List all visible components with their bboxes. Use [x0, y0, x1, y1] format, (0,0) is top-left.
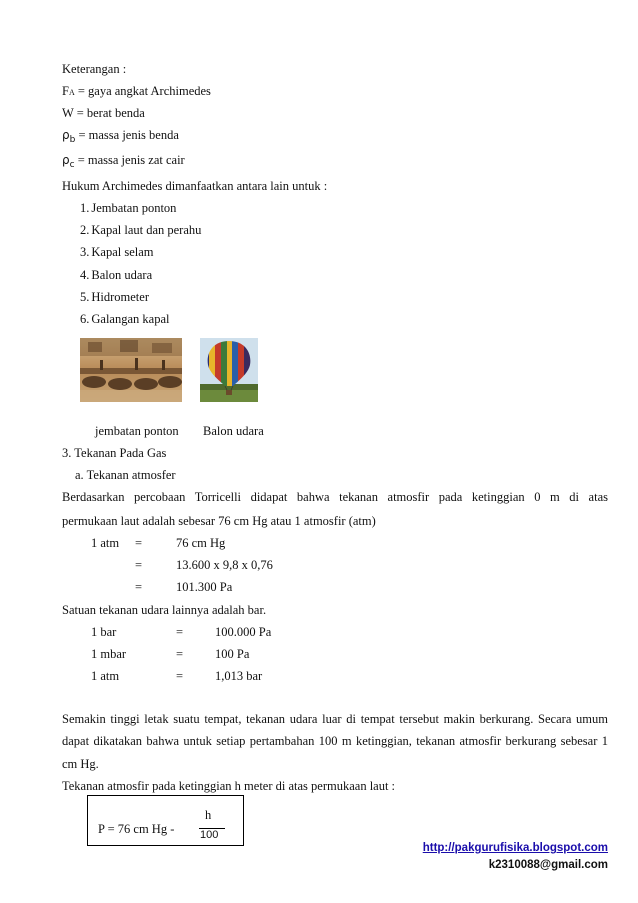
caption-pontoon: jembatan ponton [95, 424, 179, 438]
blog-link[interactable]: http://pakgurufisika.blogspot.com [422, 842, 608, 854]
section-title: 3. Tekanan Pada Gas [62, 446, 167, 460]
bar-row-lhs: 1 bar [91, 625, 117, 639]
legend-item-fa [62, 84, 211, 99]
list-item [80, 312, 169, 327]
atm-row-lhs: 1 atm [91, 536, 120, 550]
legend-symbol: W [62, 106, 74, 120]
atm-row-rhs: 101.300 Pa [176, 580, 233, 594]
atm-row-eq: = [135, 536, 143, 550]
bar-row-lhs: 1 atm [91, 669, 120, 683]
list-number: 6. [80, 312, 90, 326]
list-item [80, 290, 149, 305]
list-number: 5. [80, 290, 90, 304]
list-number: 2. [80, 223, 90, 237]
bar-row-eq: = [176, 669, 184, 683]
legend-desc: = massa jenis zat cair [74, 153, 185, 167]
paragraph-torricelli-line2: permukaan laut adalah sebesar 76 cm Hg atau 1 atmosfir (atm) [62, 514, 376, 528]
legend-item-rho-c [62, 153, 185, 168]
atm-row-rhs: 13.600 x 9,8 x 0,76 [176, 558, 273, 572]
legend-subscript: b [69, 135, 76, 145]
bar-intro: Satuan tekanan udara lainnya adalah bar. [62, 603, 267, 617]
list-text: Hidrometer [91, 290, 149, 304]
bar-row-lhs: 1 mbar [91, 647, 127, 661]
legend-subscript: A [68, 88, 75, 97]
pontoon-bridge-illustration [80, 338, 182, 402]
legend-desc: = berat benda [73, 106, 145, 120]
bar-row-eq: = [176, 647, 184, 661]
formula-numerator: h [205, 808, 212, 822]
list-number: 4. [80, 268, 90, 282]
caption-balloon: Balon udara [203, 424, 264, 438]
list-text: Kapal selam [91, 245, 154, 259]
legend-item-rho-b [62, 128, 179, 143]
formula-box [87, 795, 244, 846]
list-item [80, 223, 201, 238]
subsection-title: a. Tekanan atmosfer [75, 468, 176, 482]
pontoon-bridge-photo [80, 338, 182, 402]
keterangan-heading: Keterangan : [62, 62, 127, 76]
paragraph-altitude-line2: dapat dikatakan bahwa untuk setiap pertambahan 100 m ketinggian, tekanan atmosfir berkurang sebesar 1 [62, 734, 608, 748]
archimedes-intro: Hukum Archimedes dimanfaatkan antara lain untuk : [62, 179, 328, 193]
legend-item-w [62, 106, 145, 121]
list-text: Kapal laut dan perahu [91, 223, 202, 237]
hot-air-balloon-photo [200, 338, 258, 402]
formula-lhs: P = 76 cm Hg - [98, 822, 175, 836]
paragraph-altitude-line1: Semakin tinggi letak suatu tempat, tekanan udara luar di tempat tersebut makin berkurang. Secara umum [62, 712, 608, 726]
formula-denominator: 100 [200, 829, 219, 841]
atm-row-rhs: 76 cm Hg [176, 536, 226, 550]
legend-symbol: ρ [62, 153, 70, 167]
paragraph-formula-intro: Tekanan atmosfir pada ketinggian h meter di atas permukaan laut : [62, 779, 396, 793]
legend-symbol: ρ [62, 128, 70, 142]
paragraph-torricelli-line1: Berdasarkan percobaan Torricelli didapat bahwa tekanan atmosfir pada ketinggian 0 m di atas [62, 490, 608, 504]
hot-air-balloon-illustration [200, 338, 258, 402]
list-item [80, 268, 152, 283]
legend-desc: = massa jenis benda [75, 128, 179, 142]
list-number: 3. [80, 245, 90, 259]
list-text: Balon udara [91, 268, 153, 282]
list-text: Jembatan ponton [91, 201, 177, 215]
bar-row-rhs: 100.000 Pa [215, 625, 272, 639]
atm-row-eq: = [135, 558, 143, 572]
legend-desc: = gaya angkat Archimedes [74, 84, 211, 98]
bar-row-eq: = [176, 625, 184, 639]
paragraph-altitude-line3: cm Hg. [62, 757, 99, 771]
bar-row-rhs: 100 Pa [215, 647, 250, 661]
legend-subscript: c [69, 160, 75, 170]
legend-symbol: F [62, 84, 69, 98]
list-item [80, 201, 176, 216]
list-number: 1. [80, 201, 90, 215]
bar-row-rhs: 1,013 bar [215, 669, 263, 683]
list-item [80, 245, 154, 260]
list-text: Galangan kapal [91, 312, 170, 326]
footer-email: k2310088@gmail.com [488, 859, 608, 871]
footer-url-line[interactable] [423, 842, 608, 854]
atm-row-eq: = [135, 580, 143, 594]
